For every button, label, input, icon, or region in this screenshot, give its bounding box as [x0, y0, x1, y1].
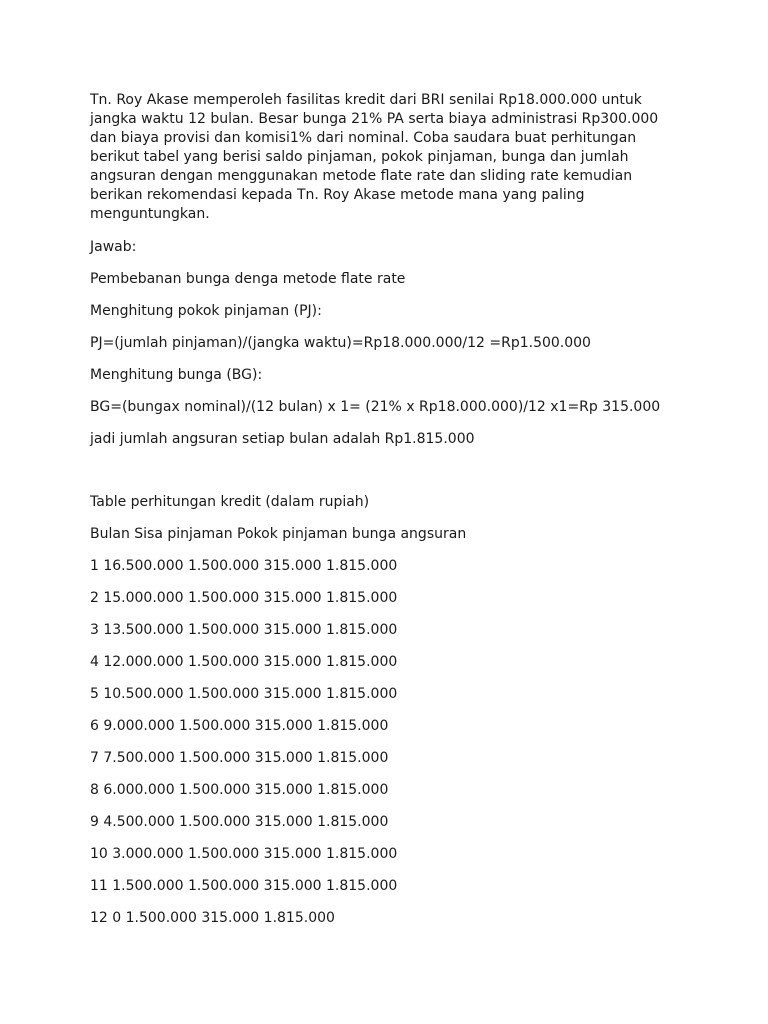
bg-heading: Menghitung bunga (BG):: [90, 367, 263, 383]
question-line: berikut tabel yang berisi saldo pinjaman, pokok pinjaman, bunga dan jumlah: [90, 149, 629, 165]
table-row: 6 9.000.000 1.500.000 315.000 1.815.000: [90, 718, 389, 734]
pj-formula: PJ=(jumlah pinjaman)/(jangka waktu)=Rp18.000.000/12 =Rp1.500.000: [90, 335, 591, 351]
table-row: 3 13.500.000 1.500.000 315.000 1.815.000: [90, 622, 398, 638]
table-title: Table perhitungan kredit (dalam rupiah): [90, 494, 370, 510]
table-row: 12 0 1.500.000 315.000 1.815.000: [90, 910, 335, 926]
table-row: 2 15.000.000 1.500.000 315.000 1.815.000: [90, 590, 398, 606]
table-row: 10 3.000.000 1.500.000 315.000 1.815.000: [90, 846, 398, 862]
question-line: angsuran dengan menggunakan metode flate rate dan sliding rate kemudian: [90, 168, 633, 184]
table-row: 4 12.000.000 1.500.000 315.000 1.815.000: [90, 654, 398, 670]
bg-formula: BG=(bungax nominal)/(12 bulan) x 1= (21% x Rp18.000.000)/12 x1=Rp 315.000: [90, 399, 661, 415]
question-line: berikan rekomendasi kepada Tn. Roy Akase metode mana yang paling: [90, 187, 585, 203]
table-row: 1 16.500.000 1.500.000 315.000 1.815.000: [90, 558, 398, 574]
table-row: 11 1.500.000 1.500.000 315.000 1.815.000: [90, 878, 398, 894]
question-paragraph: [90, 91, 690, 224]
table-header: Bulan Sisa pinjaman Pokok pinjaman bunga angsuran: [90, 526, 467, 542]
question-line: jangka waktu 12 bulan. Besar bunga 21% PA serta biaya administrasi Rp300.000: [90, 111, 659, 127]
table-row: 8 6.000.000 1.500.000 315.000 1.815.000: [90, 782, 389, 798]
installment-summary: jadi jumlah angsuran setiap bulan adalah Rp1.815.000: [90, 431, 475, 447]
method-heading: Pembebanan bunga denga metode flate rate: [90, 271, 406, 287]
question-line: Tn. Roy Akase memperoleh fasilitas kredit dari BRI senilai Rp18.000.000 untuk: [90, 92, 642, 108]
table-row: 5 10.500.000 1.500.000 315.000 1.815.000: [90, 686, 398, 702]
question-line: menguntungkan.: [90, 206, 210, 222]
table-row: 9 4.500.000 1.500.000 315.000 1.815.000: [90, 814, 389, 830]
question-line: dan biaya provisi dan komisi1% dari nominal. Coba saudara buat perhitungan: [90, 130, 637, 146]
table-row: 7 7.500.000 1.500.000 315.000 1.815.000: [90, 750, 389, 766]
answer-label: Jawab:: [90, 239, 137, 255]
pj-heading: Menghitung pokok pinjaman (PJ):: [90, 303, 322, 319]
